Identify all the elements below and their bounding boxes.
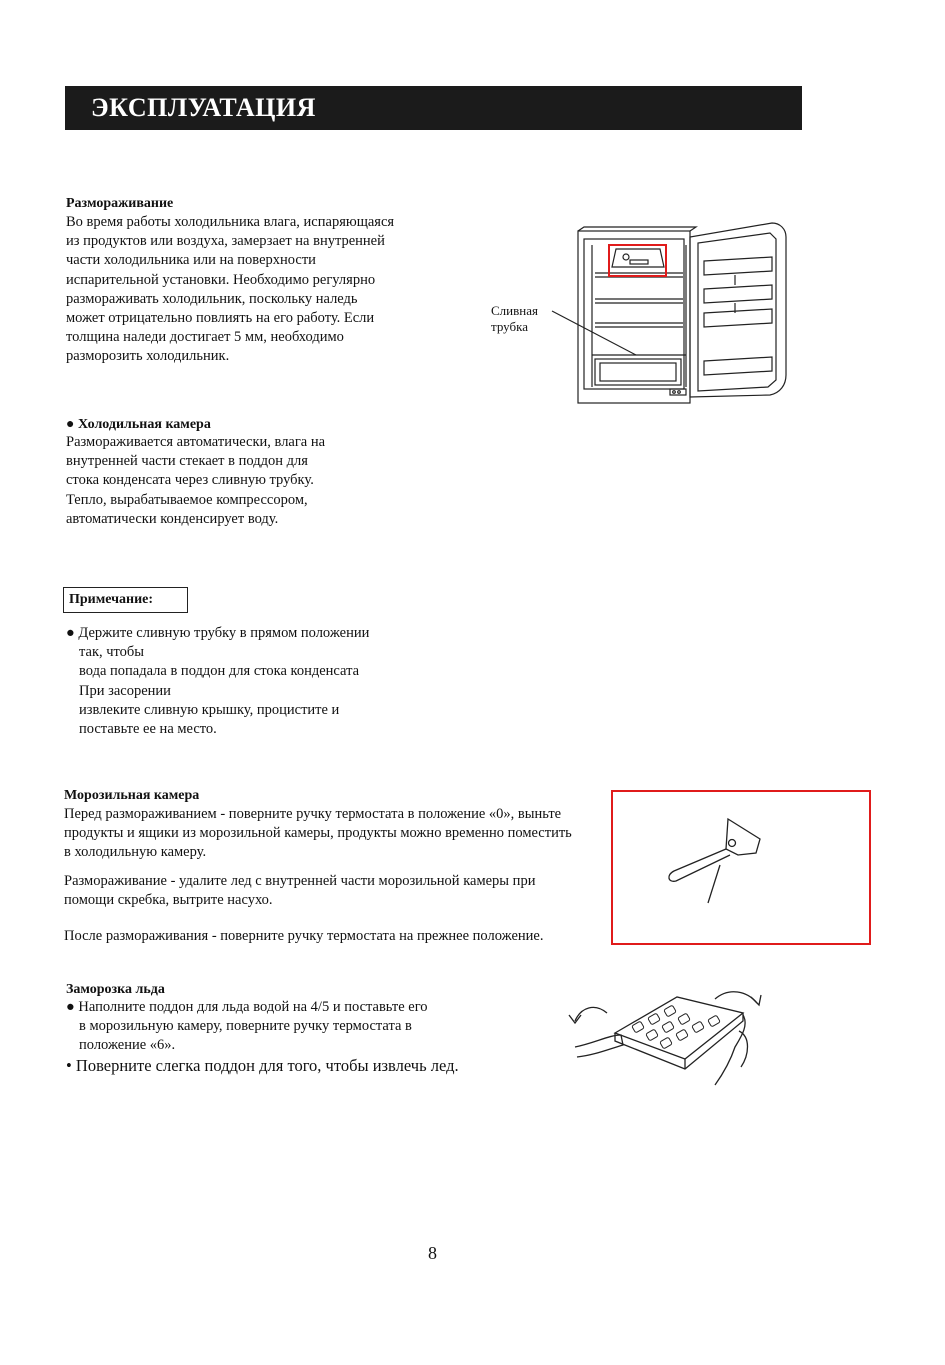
fridge-illustration bbox=[540, 215, 800, 410]
text-line: стока конденсата через сливную трубку. bbox=[66, 472, 314, 489]
section-header-bar bbox=[65, 86, 802, 130]
text-line: ● Наполните поддон для льда водой на 4/5 и поставьте его bbox=[66, 999, 428, 1015]
drain-tube-label-line2: трубка bbox=[491, 319, 529, 334]
text-line: Перед размораживанием - поверните ручку термостата в положение «0», выньте bbox=[64, 806, 562, 822]
text-line: Размораживание - удалите лед с внутренней части морозильной камеры при bbox=[64, 873, 536, 889]
page-number: 8 bbox=[428, 1243, 437, 1263]
ice-paragraph bbox=[66, 998, 428, 1056]
freezer-paragraph-2 bbox=[64, 872, 535, 910]
text-line: так, чтобы bbox=[79, 644, 145, 661]
text-line: в морозильную камеру, поверните ручку термостата в bbox=[79, 1018, 412, 1035]
text-line: вода попадала в поддон для стока конденсата bbox=[79, 663, 360, 680]
drain-tube-label-line1: Сливная bbox=[491, 303, 538, 318]
text-line: разморозить холодильник. bbox=[66, 348, 230, 365]
text-line: извлеките сливную крышку, процистите и bbox=[79, 701, 340, 718]
text-line: Тепло, вырабатываемое компрессором, bbox=[66, 491, 308, 508]
ice-tip: • Поверните слегка поддон для того, чтобы извлечь лед. bbox=[66, 1056, 459, 1075]
drain-tube-label bbox=[491, 303, 538, 335]
freezer-paragraph-1 bbox=[64, 805, 572, 863]
freezer-heading: Морозильная камера bbox=[64, 788, 200, 803]
fridge-chamber-heading: ● Холодильная камера bbox=[66, 417, 211, 432]
note-paragraph bbox=[66, 624, 369, 739]
text-line: испарительной установки. Необходимо регулярно bbox=[66, 271, 376, 288]
text-line: размораживать холодильник, поскольку наледь bbox=[66, 290, 358, 307]
text-line: автоматически конденсирует воду. bbox=[66, 510, 279, 527]
ice-heading: Заморозка льда bbox=[66, 982, 165, 997]
text-line: Размораживается автоматически, влага на bbox=[66, 434, 326, 450]
text-line: При засорении bbox=[79, 682, 171, 699]
ice-tray-illustration bbox=[565, 985, 775, 1090]
text-line: помощи скребка, вытрите насухо. bbox=[64, 892, 273, 909]
text-line: Во время работы холодильника влага, испаряющаяся bbox=[66, 214, 395, 230]
scraper-icon bbox=[660, 815, 770, 910]
text-line: продукты и ящики из морозильной камеры, продукты можно временно поместить bbox=[64, 825, 572, 842]
section-title: ЭКСПЛУАТАЦИЯ bbox=[91, 93, 316, 122]
text-line: поставьте ее на место. bbox=[79, 720, 217, 737]
text-line: может отрицательно повлиять на его работу. Если bbox=[66, 309, 375, 326]
text-line: части холодильника или на поверхности bbox=[66, 252, 316, 269]
freezer-paragraph-3: После размораживания - поверните ручку термостата на прежнее положение. bbox=[64, 928, 544, 944]
text-line: положение «6». bbox=[79, 1037, 176, 1054]
text-line: ● Держите сливную трубку в прямом положении bbox=[66, 625, 370, 641]
text-line: внутренней части стекает в поддон для bbox=[66, 453, 308, 470]
note-label-box: Примечание: bbox=[63, 587, 188, 613]
text-line: из продуктов или воздуха, замерзает на внутренней bbox=[66, 233, 385, 250]
defrost-heading: Размораживание bbox=[66, 196, 174, 211]
fridge-chamber-paragraph bbox=[66, 433, 325, 529]
defrost-paragraph bbox=[66, 213, 394, 367]
text-line: толщина наледи достигает 5 мм, необходимо bbox=[66, 329, 344, 346]
text-line: в холодильную камеру. bbox=[64, 844, 207, 861]
